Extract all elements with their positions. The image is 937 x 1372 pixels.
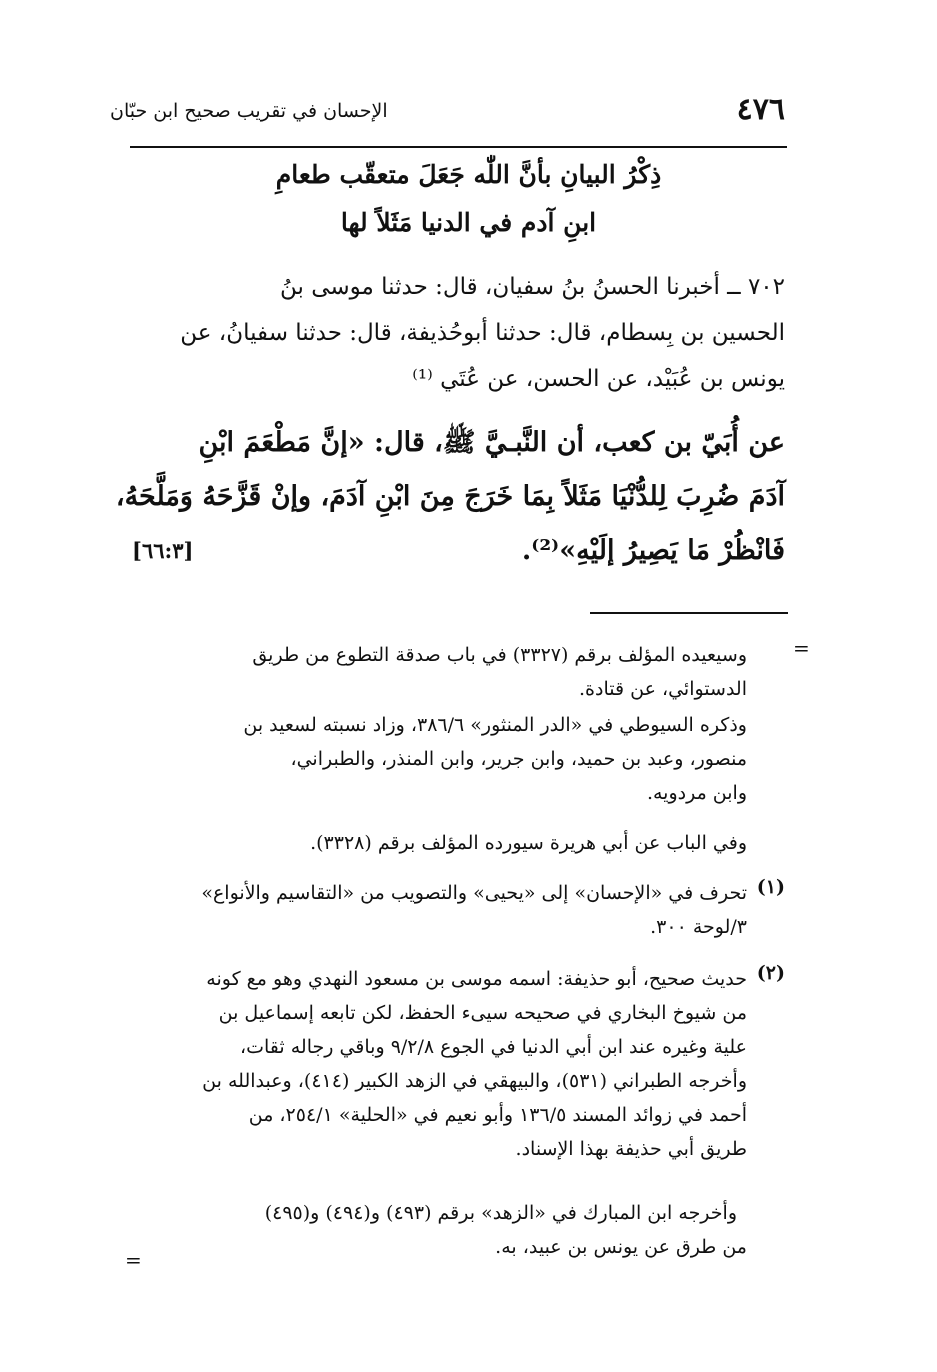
footnote-separator bbox=[590, 612, 788, 614]
footnote-2-number: (٢) bbox=[756, 962, 785, 984]
footnote-2-line-2: من شيوخ البخاري في صحيحه سيىء الحفظ، لكن تابعه إسماعيل بن bbox=[218, 1002, 747, 1024]
footnote-cont-para3-line1: وفي الباب عن أبي هريرة سيورده المؤلف برقم (٣٣٢٨). bbox=[310, 832, 747, 854]
running-title: الإحسان في تقريب صحيح ابن حبّان bbox=[110, 100, 388, 122]
footnote-cont-para1-line1: وسيعيده المؤلف برقم (٣٣٢٧) في باب صدقة التطوع من طريق bbox=[252, 644, 747, 666]
footnote-1-number: (١) bbox=[756, 876, 785, 898]
footnote-cont-para2-line3: وابن مردويه. bbox=[646, 782, 747, 804]
isnad-line-1: ٧٠٢ ــ أخبرنا الحسنُ بنُ سفيان، قال: حدثنا موسى بنُ bbox=[280, 274, 785, 300]
footnote-2-line-6: طريق أبي حذيفة بهذا الإسناد. bbox=[515, 1138, 747, 1160]
footnote-cont-para1-line2: الدستوائي، عن قتادة. bbox=[579, 678, 747, 700]
footnote-1-line-1: تحرف في «الإحسان» إلى «يحيى» والتصويب من «التقاسيم والأنواع» bbox=[201, 882, 747, 904]
chapter-heading-line-2: ابنِ آدم في الدنيا مَثَلاً لها bbox=[340, 208, 597, 237]
header-rule bbox=[130, 146, 787, 148]
end-continuation-mark: = bbox=[125, 1248, 142, 1272]
footnote-2-line-1: حديث صحيح، أبو حذيفة: اسمه موسى بن مسعود النهدي وهو مع كونه bbox=[206, 968, 747, 990]
isnad-line-2: الحسين بن بِسطام، قال: حدثنا أبوحُذيفة، قال: حدثنا سفيانُ، عن bbox=[180, 320, 785, 346]
footnote-2-line-5: أحمد في زوائد المسند ١٣٦/٥ وأبو نعيم في «الحلية» ٢٥٤/١، من bbox=[248, 1104, 747, 1126]
matn-line-1: عن أُبَيّ بن كعب، أن النَّبـيَّ ﷺ، قال: «إنَّ مَطْعَمَ ابْنِ bbox=[198, 427, 785, 458]
matn-line-3: فَانْظُرْ مَا يَصِيرُ إلَيْهِ»⁽²⁾. bbox=[521, 535, 785, 566]
matn-line-2: آدَمَ ضُرِبَ لِلدُّنْيَا مَثَلاً بِمَا خَرَجَ مِنَ ابْنِ آدَمَ، وإنْ قَزَّحَهُ وَمَلَّحَهُ، bbox=[115, 481, 785, 512]
hadith-reference: [٦٦:٣] bbox=[132, 538, 194, 563]
isnad-line-3: يونس بن عُبَيْد، عن الحسن، عن عُتَي ⁽¹⁾ bbox=[412, 366, 785, 392]
footnote-2-para2-line-2: من طرق عن يونس بن عبيد، به. bbox=[495, 1236, 747, 1258]
footnote-cont-para2-line1: وذكره السيوطي في «الدر المنثور» ٣٨٦/٦، وزاد نسبته لسعيد بن bbox=[243, 714, 747, 736]
footnote-1-line-2: ٣/لوحة ٣٠٠. bbox=[650, 916, 747, 938]
chapter-heading-line-1: ذِكْرُ البيانِ بأنَّ اللّٰه جَعَلَ متعقّب طعامِ bbox=[275, 160, 662, 189]
continuation-mark: = bbox=[793, 636, 810, 660]
footnote-2-line-4: وأخرجه الطبراني (٥٣١)، والبيهقي في الزهد الكبير (٤١٤)، وعبدالله بن bbox=[202, 1070, 747, 1092]
page-number: ٤٧٦ bbox=[736, 92, 785, 127]
footnote-2-line-3: علية وغيره عند ابن أبي الدنيا في الجوع ٩/٢/٨ وباقي رجاله ثقات، bbox=[240, 1036, 747, 1058]
footnote-2-para2-line-1: وأخرجه ابن المبارك في «الزهد» برقم (٤٩٣) و(٤٩٤) و(٤٩٥) bbox=[264, 1202, 737, 1224]
footnote-cont-para2-line2: منصور، وعبد بن حميد، وابن جرير، وابن المنذر، والطبراني، bbox=[290, 748, 747, 770]
